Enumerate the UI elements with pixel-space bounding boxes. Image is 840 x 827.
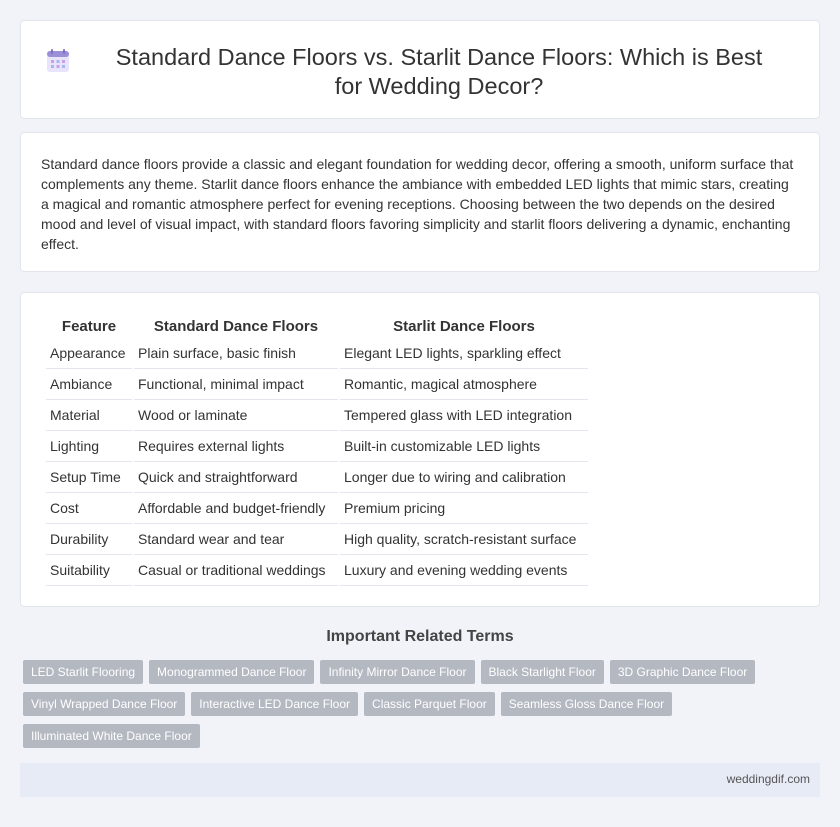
table-row [46,462,588,493]
related-term-tag[interactable]: Interactive LED Dance Floor [191,692,358,716]
standard-cell: Quick and straightforward [134,462,338,493]
feature-cell: Setup Time [46,462,132,493]
feature-cell: Suitability [46,555,132,586]
starlit-cell: Premium pricing [340,493,588,524]
feature-cell: Cost [46,493,132,524]
table-row [46,493,588,524]
starlit-cell: Luxury and evening wedding events [340,555,588,586]
table-header-row [46,315,588,338]
header-standard: Standard Dance Floors [153,318,319,335]
intro-paragraph: Standard dance floors provide a classic and elegant foundation for wedding decor, offering a smooth, uniform surface that complements any theme. Starlit dance floors enhance the ambiance with embedded LED lights that mimic stars, creating a magical and romantic atmosphere perfect for evening receptions. Choosing between the two depends on the desired mood and level of visual impact, with standard floors favoring simplicity and starlit floors delivering a dynamic, enchanting effect. [41,156,794,252]
starlit-cell: Romantic, magical atmosphere [340,369,588,400]
header-starlit: Starlit Dance Floors [393,318,535,335]
related-term-tag[interactable]: Classic Parquet Floor [364,692,495,716]
page-title: Standard Dance Floors vs. Starlit Dance Floors: Which is Best for Wedding Decor? [115,44,763,99]
title-card [20,20,820,119]
table-row [46,431,588,462]
table-row [46,338,588,369]
comparison-table [44,315,590,586]
table-row [46,555,588,586]
related-term-tag[interactable]: Infinity Mirror Dance Floor [320,660,474,684]
standard-cell: Functional, minimal impact [134,369,338,400]
footer [20,763,820,797]
table-row [46,400,588,431]
starlit-cell: Built-in customizable LED lights [340,431,588,462]
header-feature: Feature [61,318,117,335]
starlit-cell: Longer due to wiring and calibration [340,462,588,493]
related-term-tag[interactable]: LED Starlit Flooring [23,660,143,684]
related-terms-title: Important Related Terms [326,628,514,645]
feature-cell: Ambiance [46,369,132,400]
related-term-tag[interactable]: 3D Graphic Dance Floor [610,660,755,684]
footer-site[interactable]: weddingdif.com [726,772,810,786]
table-row [46,524,588,555]
feature-cell: Material [46,400,132,431]
intro-card [20,132,820,272]
standard-cell: Casual or traditional weddings [134,555,338,586]
related-term-tag[interactable]: Illuminated White Dance Floor [23,724,200,748]
related-term-tag[interactable]: Seamless Gloss Dance Floor [501,692,672,716]
comparison-card [20,292,820,607]
feature-cell: Appearance [46,338,132,369]
related-terms-list [23,660,783,748]
related-term-tag[interactable]: Monogrammed Dance Floor [149,660,314,684]
standard-cell: Standard wear and tear [134,524,338,555]
related-term-tag[interactable]: Vinyl Wrapped Dance Floor [23,692,185,716]
starlit-cell: Tempered glass with LED integration [340,400,588,431]
starlit-cell: Elegant LED lights, sparkling effect [340,338,588,369]
feature-cell: Lighting [46,431,132,462]
feature-cell: Durability [46,524,132,555]
table-row [46,369,588,400]
standard-cell: Wood or laminate [134,400,338,431]
standard-cell: Requires external lights [134,431,338,462]
standard-cell: Affordable and budget-friendly [134,493,338,524]
starlit-cell: High quality, scratch-resistant surface [340,524,588,555]
related-term-tag[interactable]: Black Starlight Floor [481,660,604,684]
standard-cell: Plain surface, basic finish [134,338,338,369]
